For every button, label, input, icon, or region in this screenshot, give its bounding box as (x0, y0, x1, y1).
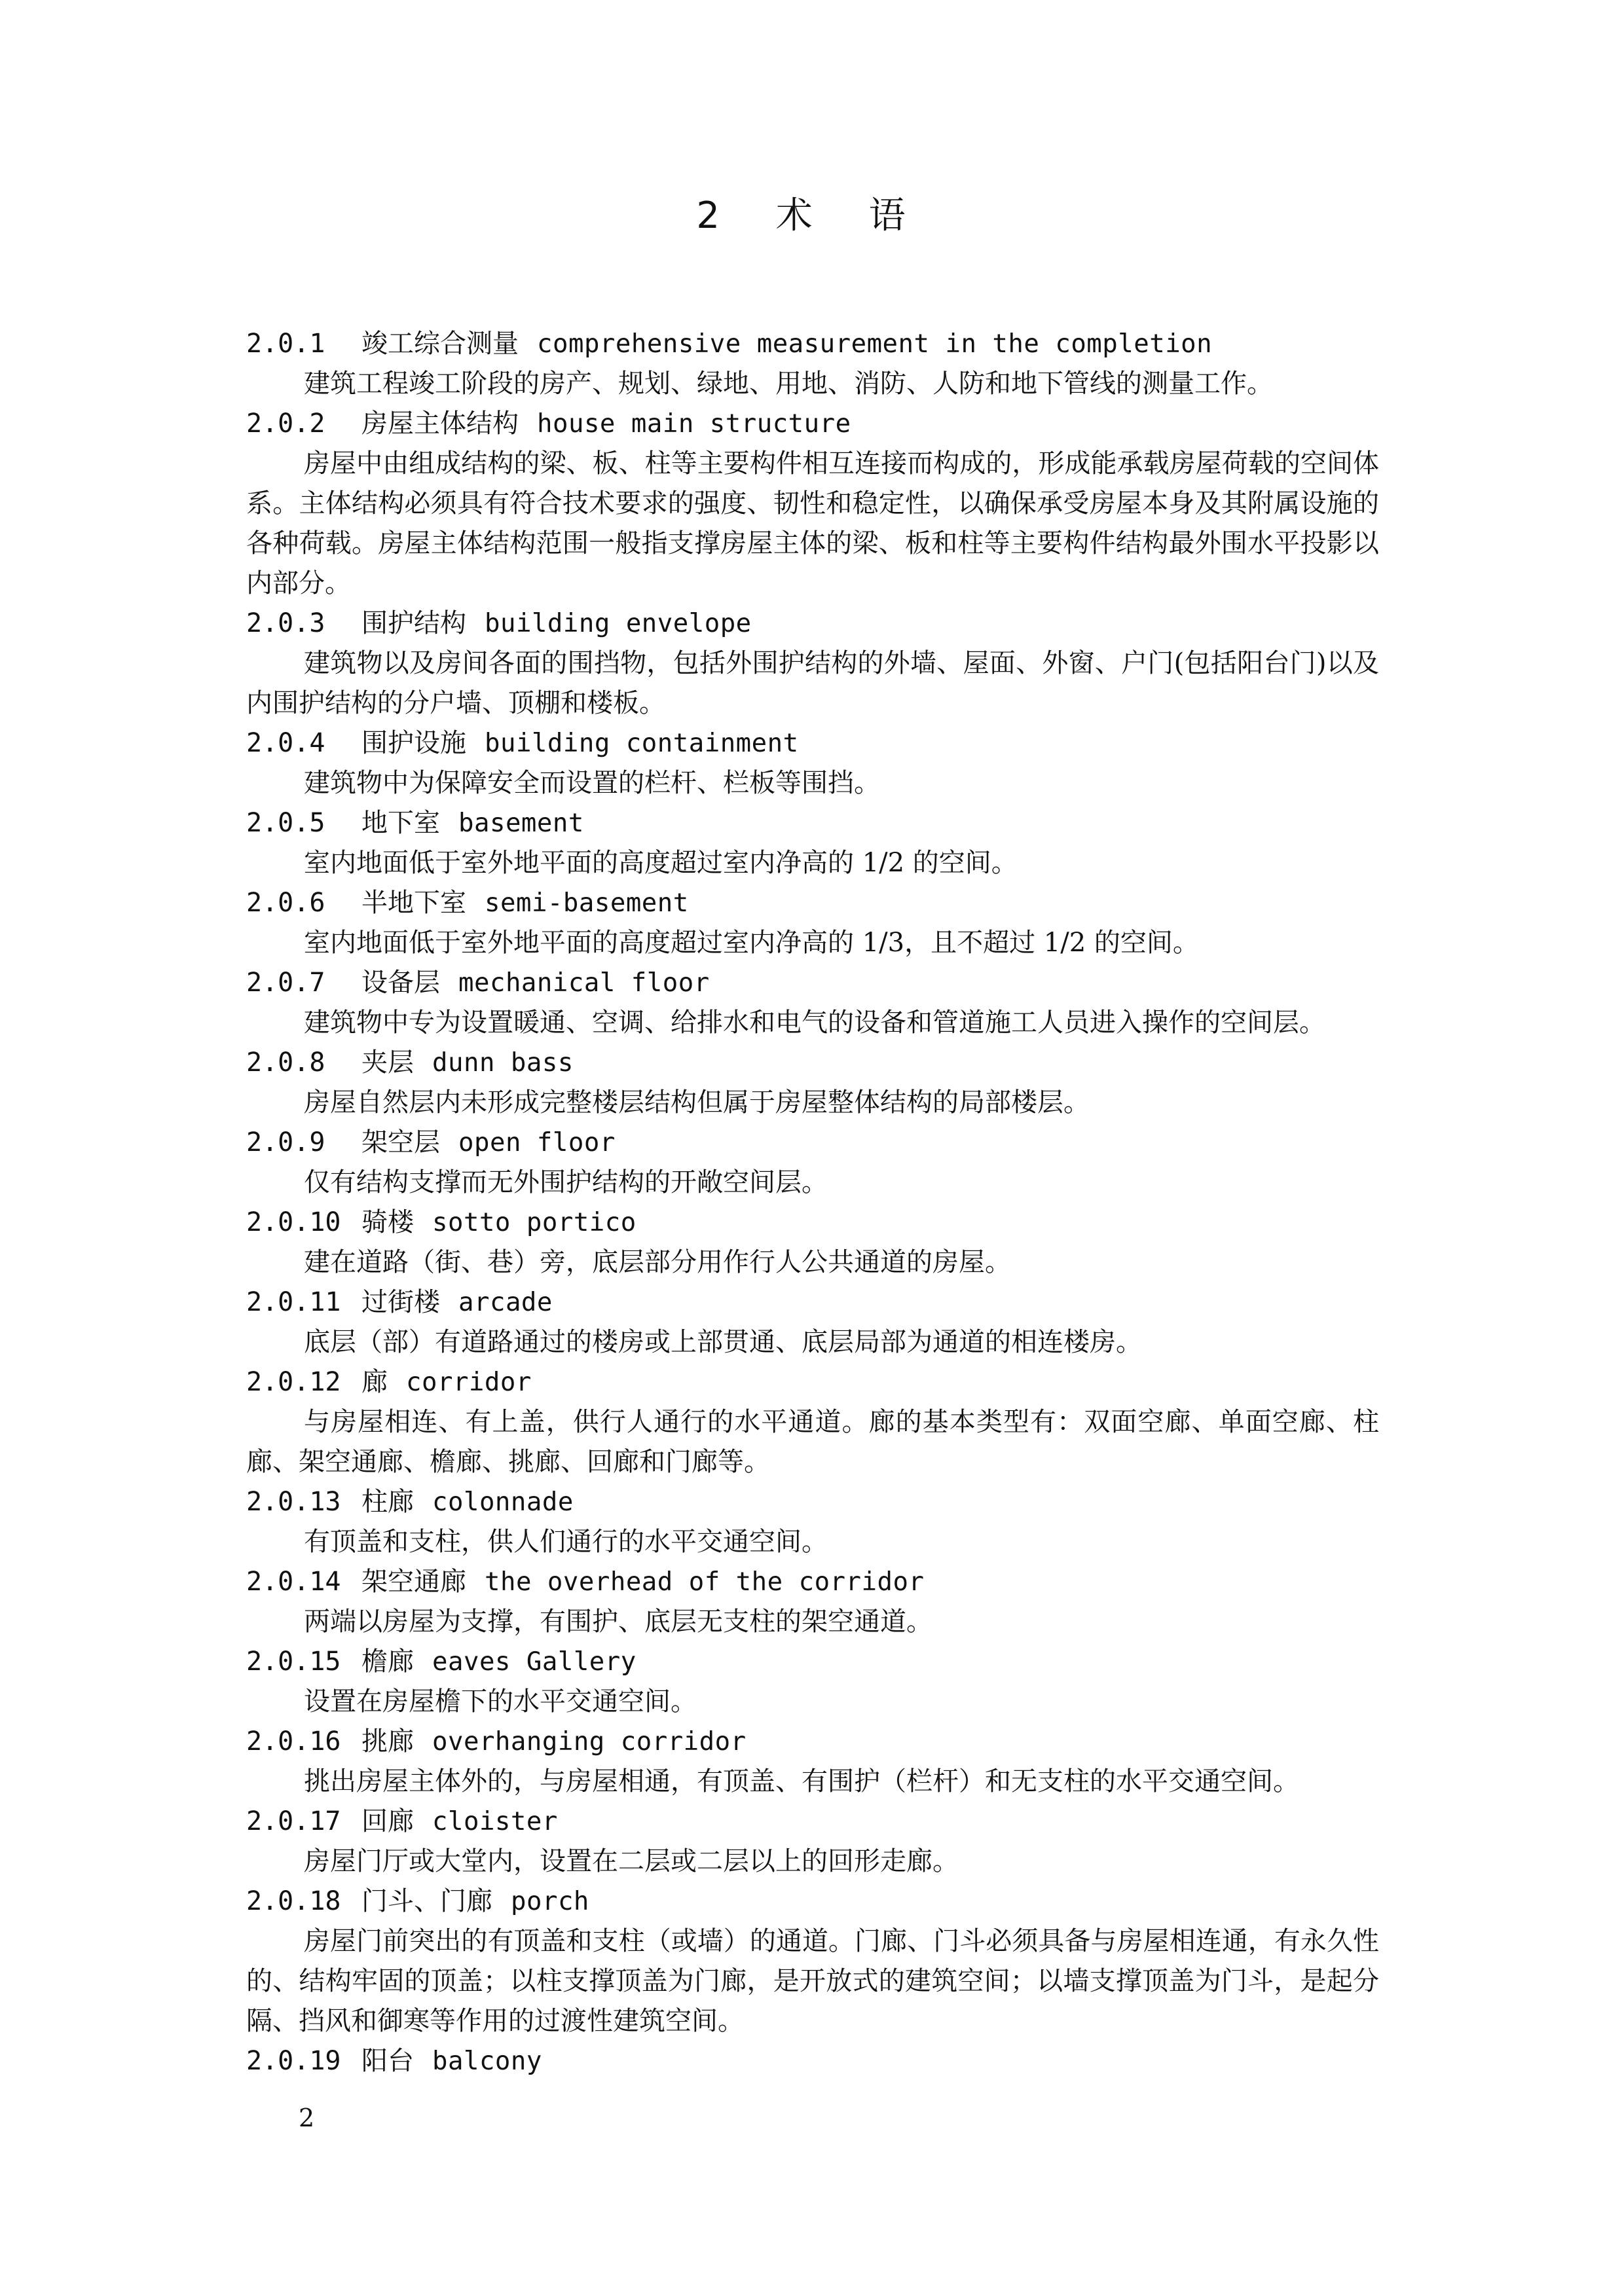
term-chinese-name: 廊 (361, 1367, 388, 1397)
term-chinese-name: 夹层 (361, 1048, 414, 1078)
term-entry (246, 404, 1379, 604)
term-definition: 建筑工程竣工阶段的房产、规划、绿地、用地、消防、人防和地下管线的测量工作。 (304, 369, 1273, 399)
term-heading (246, 1562, 1379, 1602)
term-number: 2.0.12 (246, 1367, 341, 1397)
term-definition: 仅有结构支撑而无外围护结构的开敞空间层。 (304, 1167, 828, 1197)
term-entry (246, 803, 1379, 883)
term-number: 2.0.8 (246, 1048, 325, 1078)
term-chinese-name: 架空层 (361, 1127, 440, 1157)
term-english-name: building envelope (485, 609, 752, 638)
term-entry (246, 1562, 1379, 1642)
term-heading (246, 1642, 1379, 1682)
term-number: 2.0.5 (246, 808, 325, 838)
term-english-name: eaves Gallery (432, 1647, 637, 1677)
term-entry (246, 2041, 1379, 2081)
term-heading (246, 1802, 1379, 1842)
term-definition: 设置在房屋檐下的水平交通空间。 (304, 1686, 697, 1717)
term-chinese-name: 房屋主体结构 (361, 409, 519, 439)
term-chinese-name: 竣工综合测量 (361, 329, 519, 359)
term-english-name: comprehensive measurement in the completion (537, 329, 1213, 359)
term-chinese-name: 地下室 (361, 808, 440, 838)
term-number: 2.0.4 (246, 728, 325, 758)
term-entry (246, 1642, 1379, 1722)
term-definition: 室内地面低于室外地平面的高度超过室内净高的 1/3，且不超过 1/2 的空间。 (304, 928, 1199, 958)
term-heading (246, 2041, 1379, 2081)
term-english-name: building containment (485, 729, 799, 758)
term-heading (246, 604, 1379, 644)
term-definition: 房屋中由组成结构的梁、板、柱等主要构件相互连接而构成的，形成能承载房屋荷载的空间体系。主体结构必须具有符合技术要求的强度、韧性和稳定性，以确保承受房屋本身及其附属设施的各种荷载。房屋主体结构范围一般指支撑房屋主体的梁、板和柱等主要构件结构最外围水平投影以内部分。 (246, 448, 1379, 598)
term-chinese-name: 阳台 (361, 2046, 414, 2076)
term-definition: 房屋门厅或大堂内，设置在二层或二层以上的回形走廊。 (304, 1846, 959, 1876)
chapter-title: 2 术 语 (696, 194, 928, 237)
term-entry (246, 604, 1379, 723)
term-chinese-name: 檐廊 (361, 1647, 414, 1677)
term-number: 2.0.16 (246, 1726, 341, 1757)
term-entry (246, 963, 1379, 1043)
term-number: 2.0.6 (246, 888, 325, 918)
term-entry (246, 1362, 1379, 1482)
term-number: 2.0.14 (246, 1567, 341, 1597)
term-definition: 与房屋相连、有上盖，供行人通行的水平通道。廊的基本类型有：双面空廊、单面空廊、柱廊、架空通廊、檐廊、挑廊、回廊和门廊等。 (246, 1407, 1379, 1477)
term-english-name: colonnade (432, 1487, 574, 1517)
term-number: 2.0.19 (246, 2046, 341, 2076)
term-heading (246, 1283, 1379, 1322)
term-chinese-name: 架空通廊 (361, 1567, 466, 1597)
term-entry (246, 1043, 1379, 1123)
term-entry (246, 1203, 1379, 1283)
term-definition: 有顶盖和支柱，供人们通行的水平交通空间。 (304, 1527, 828, 1557)
term-heading (246, 404, 1379, 444)
term-number: 2.0.7 (246, 968, 325, 998)
term-definition: 建筑物以及房间各面的围挡物，包括外围护结构的外墙、屋面、外窗、户门(包括阳台门)以及内围护结构的分户墙、顶棚和楼板。 (246, 648, 1379, 718)
term-english-name: balcony (432, 2047, 542, 2076)
term-chinese-name: 围护结构 (361, 608, 466, 638)
page-number: 2 (299, 2104, 315, 2132)
term-heading (246, 1722, 1379, 1762)
term-definition: 室内地面低于室外地平面的高度超过室内净高的 1/2 的空间。 (304, 848, 1018, 878)
term-entry (246, 1882, 1379, 2041)
term-definition: 建在道路（街、巷）旁，底层部分用作行人公共通道的房屋。 (304, 1247, 1011, 1277)
term-entry (246, 1722, 1379, 1802)
term-chinese-name: 柱廊 (361, 1487, 414, 1517)
term-heading (246, 1882, 1379, 1922)
term-heading (246, 1043, 1379, 1083)
term-chinese-name: 围护设施 (361, 728, 466, 758)
terms-list (246, 324, 1379, 2081)
term-chinese-name: 回廊 (361, 1806, 414, 1836)
term-number: 2.0.3 (246, 608, 325, 638)
term-english-name: mechanical floor (458, 968, 710, 998)
term-english-name: the overhead of the corridor (485, 1567, 925, 1597)
term-chinese-name: 半地下室 (361, 888, 466, 918)
term-definition: 挑出房屋主体外的，与房屋相通，有顶盖、有围护（栏杆）和无支柱的水平交通空间。 (304, 1766, 1299, 1796)
term-heading (246, 883, 1379, 923)
term-english-name: cloister (432, 1807, 558, 1836)
term-number: 2.0.10 (246, 1207, 341, 1237)
term-chinese-name: 门斗、门廊 (361, 1886, 492, 1916)
term-entry (246, 1123, 1379, 1203)
term-heading (246, 1203, 1379, 1243)
term-definition: 底层（部）有道路通过的楼房或上部贯通、底层局部为通道的相连楼房。 (304, 1327, 1142, 1357)
term-english-name: sotto portico (432, 1208, 637, 1237)
term-chinese-name: 设备层 (361, 968, 440, 998)
term-number: 2.0.18 (246, 1886, 341, 1916)
term-heading (246, 723, 1379, 763)
term-english-name: arcade (458, 1288, 553, 1317)
term-entry (246, 324, 1379, 404)
term-number: 2.0.1 (246, 329, 325, 359)
term-heading (246, 1482, 1379, 1522)
term-number: 2.0.9 (246, 1127, 325, 1157)
term-english-name: corridor (406, 1368, 532, 1397)
term-definition: 两端以房屋为支撑，有围护、底层无支柱的架空通道。 (304, 1607, 932, 1637)
term-english-name: semi-basement (485, 888, 689, 918)
term-entry (246, 883, 1379, 963)
term-number: 2.0.17 (246, 1806, 341, 1836)
term-entry (246, 1283, 1379, 1362)
term-definition: 建筑物中为保障安全而设置的栏杆、栏板等围挡。 (304, 768, 880, 798)
term-english-name: house main structure (537, 409, 851, 439)
term-number: 2.0.11 (246, 1287, 341, 1317)
term-heading (246, 1362, 1379, 1402)
term-definition: 建筑物中专为设置暖通、空调、给排水和电气的设备和管道施工人员进入操作的空间层。 (304, 1008, 1325, 1038)
term-number: 2.0.15 (246, 1647, 341, 1677)
term-number: 2.0.2 (246, 409, 325, 439)
term-english-name: overhanging corridor (432, 1727, 747, 1757)
term-english-name: basement (458, 809, 584, 838)
term-heading (246, 803, 1379, 843)
term-chinese-name: 骑楼 (361, 1207, 414, 1237)
term-definition: 房屋自然层内未形成完整楼层结构但属于房屋整体结构的局部楼层。 (304, 1087, 1090, 1118)
term-definition: 房屋门前突出的有顶盖和支柱（或墙）的通道。门廊、门斗必须具备与房屋相连通，有永久性的、结构牢固的顶盖；以柱支撑顶盖为门廊，是开放式的建筑空间；以墙支撑顶盖为门斗，是起分隔、挡风和御寒等作用的过渡性建筑空间。 (246, 1926, 1379, 2036)
term-heading (246, 324, 1379, 364)
term-heading (246, 963, 1379, 1003)
term-english-name: dunn bass (432, 1048, 574, 1078)
term-english-name: porch (511, 1887, 589, 1916)
term-entry (246, 1802, 1379, 1882)
term-number: 2.0.13 (246, 1487, 341, 1517)
term-heading (246, 1123, 1379, 1163)
term-entry (246, 1482, 1379, 1562)
term-entry (246, 723, 1379, 803)
term-english-name: open floor (458, 1128, 616, 1157)
term-chinese-name: 过街楼 (361, 1287, 440, 1317)
term-chinese-name: 挑廊 (361, 1726, 414, 1757)
